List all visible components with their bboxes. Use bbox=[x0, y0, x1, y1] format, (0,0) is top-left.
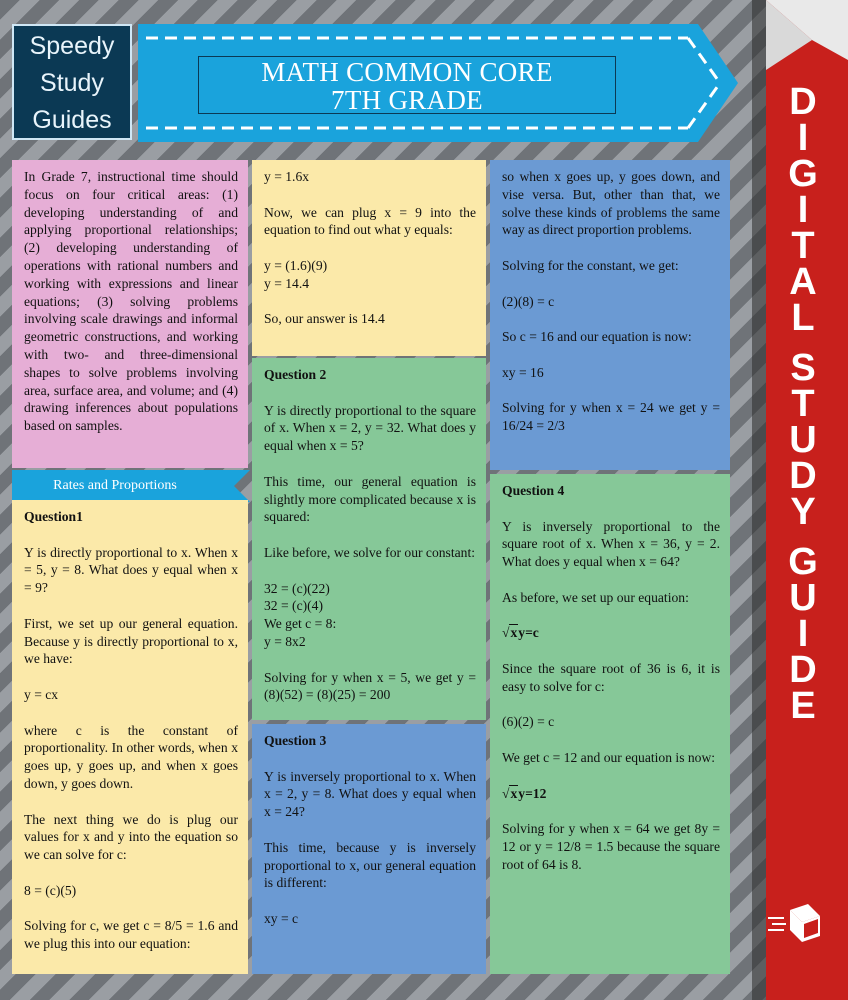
side-title-letter: D bbox=[789, 455, 817, 497]
paragraph: where c is the constant of proportionality. In other words, when x goes up, y goes up, and when x goes down, y goes down. bbox=[24, 722, 238, 791]
paragraph: Solving for the constant, we get: bbox=[502, 257, 679, 273]
question-text: Y is directly proportional to the square of x. When x = 2, y = 32. What does y equal when x = 5? bbox=[264, 402, 476, 454]
side-title bbox=[770, 81, 836, 884]
question-1-panel bbox=[12, 500, 248, 974]
paragraph: This time, because y is inversely proportional to x, our general equation is different: bbox=[264, 839, 476, 891]
question-text: Y is directly proportional to x. When x = 5, y = 8. What does y equal when x = 9? bbox=[24, 544, 238, 596]
equation: We get c = 8: bbox=[264, 616, 337, 632]
paragraph: So c = 16 and our equation is now: bbox=[502, 329, 692, 345]
question-1-continued-panel bbox=[252, 160, 486, 356]
side-title-letter: I bbox=[797, 117, 809, 159]
paragraph: We get c = 12 and our equation is now: bbox=[502, 749, 716, 765]
side-title-letter: T bbox=[791, 383, 815, 425]
side-title-letter: I bbox=[797, 189, 809, 231]
page-title bbox=[198, 56, 616, 114]
question-heading: Question 2 bbox=[264, 367, 327, 382]
equation: y = 14.4 bbox=[264, 275, 310, 291]
side-title-letter: G bbox=[788, 153, 818, 195]
question-text: Y is inversely proportional to x. When x = 2, y = 8. What does y equal when x = 24? bbox=[264, 768, 476, 820]
equation: 8 = (c)(5) bbox=[24, 882, 77, 898]
equation: √xy=12 bbox=[502, 785, 547, 801]
side-title-letter: U bbox=[789, 419, 817, 461]
paragraph: This time, our general equation is slightly more complicated because x is squared: bbox=[264, 473, 476, 525]
title-line-2: 7TH GRADE bbox=[331, 85, 483, 115]
paragraph: As before, we set up our equation: bbox=[502, 589, 689, 605]
paragraph: Solving for y when x = 24 we get y = 16/24 = 2/3 bbox=[502, 400, 720, 434]
paragraph: Solving for y when x = 5, we get y = (8)(52) = (8)(25) = 200 bbox=[264, 669, 476, 703]
equation: √xy=c bbox=[502, 625, 539, 641]
paragraph: so when x goes up, y goes down, and vise versa. But, other than that, we solve these kinds of problems the same way as direct proportion problems. bbox=[502, 169, 720, 238]
question-text: Y is inversely proportional to the square root of x. When x = 36, y = 2. What does y equal when x = 64? bbox=[502, 518, 720, 570]
intro-text: In Grade 7, instructional time should focus on four critical areas: (1) developing understanding of and applying proportional relationships; (2) developing understanding of operations with rational numbers and working with expressions and linear equations; (3) solving problems involving scale drawings and informal geometric constructions, and working with two- and three-dimensional shapes to solve problems involving area, surface area, and volume; and (4) drawing inferences about populations based on samples. bbox=[24, 169, 238, 434]
paragraph: The next thing we do is plug our values for x and y into the equation so we can solve for c: bbox=[24, 811, 238, 863]
paragraph: Solving for c, we get c = 8/5 = 1.6 and we plug this into our equation: bbox=[24, 918, 238, 952]
equation-rest: y=12 bbox=[518, 785, 547, 801]
equation: y = cx bbox=[24, 686, 59, 702]
equation: (2)(8) = c bbox=[502, 293, 555, 309]
logo-line: Speedy bbox=[29, 32, 115, 60]
question-heading: Question1 bbox=[24, 509, 83, 524]
question-3-panel bbox=[252, 724, 486, 974]
paragraph: First, we set up our general equation. Because y is directly proportional to x, we have: bbox=[24, 615, 238, 667]
equation: xy = c bbox=[264, 910, 299, 926]
equation: (6)(2) = c bbox=[502, 714, 555, 730]
equation: 32 = (c)(4) bbox=[264, 598, 323, 614]
equation: 32 = (c)(22) bbox=[264, 580, 330, 596]
side-title-letter: I bbox=[797, 613, 809, 655]
question-heading: Question 3 bbox=[264, 733, 327, 748]
logo-line: Study bbox=[40, 69, 104, 97]
paragraph: Since the square root of 36 is 6, it is easy to solve for c: bbox=[502, 660, 720, 694]
intro-panel bbox=[12, 160, 248, 468]
book-icon bbox=[768, 900, 828, 946]
section-heading: Rates and Proportions bbox=[53, 478, 177, 493]
paragraph: Like before, we solve for our constant: bbox=[264, 544, 476, 560]
side-title-letter: A bbox=[789, 261, 817, 303]
side-title-letter: E bbox=[790, 685, 816, 727]
equation: y = 1.6x bbox=[264, 169, 310, 184]
radicand: x bbox=[510, 625, 518, 641]
brand-logo bbox=[12, 24, 132, 140]
question-3-continued-panel bbox=[490, 160, 730, 470]
equation: y = 8x2 bbox=[264, 633, 306, 649]
side-title-letter: D bbox=[789, 81, 817, 123]
question-heading: Question 4 bbox=[502, 483, 565, 498]
answer-text: So, our answer is 14.4 bbox=[264, 311, 385, 327]
side-title-letter: U bbox=[789, 577, 817, 619]
side-title-letter: G bbox=[788, 541, 818, 583]
question-2-panel bbox=[252, 358, 486, 720]
equation-rest: y=c bbox=[518, 625, 539, 641]
side-title-letter: S bbox=[790, 347, 816, 389]
radicand: x bbox=[510, 785, 518, 801]
paragraph: Solving for y when x = 64 we get 8y = 12 or y = 12/8 = 1.5 because the square root of 64 is 8. bbox=[502, 821, 720, 872]
side-title-letter: D bbox=[789, 649, 817, 691]
logo-line: Guides bbox=[32, 106, 112, 134]
question-4-panel bbox=[490, 474, 730, 974]
side-title-letter: T bbox=[791, 225, 815, 267]
title-line-1: MATH COMMON CORE bbox=[261, 57, 553, 87]
side-title-letter: L bbox=[791, 297, 815, 339]
paragraph: Now, we can plug x = 9 into the equation to find out what y equals: bbox=[264, 204, 476, 238]
side-title-letter: Y bbox=[790, 491, 816, 533]
equation: xy = 16 bbox=[502, 364, 544, 380]
equation: y = (1.6)(9) bbox=[264, 257, 328, 273]
